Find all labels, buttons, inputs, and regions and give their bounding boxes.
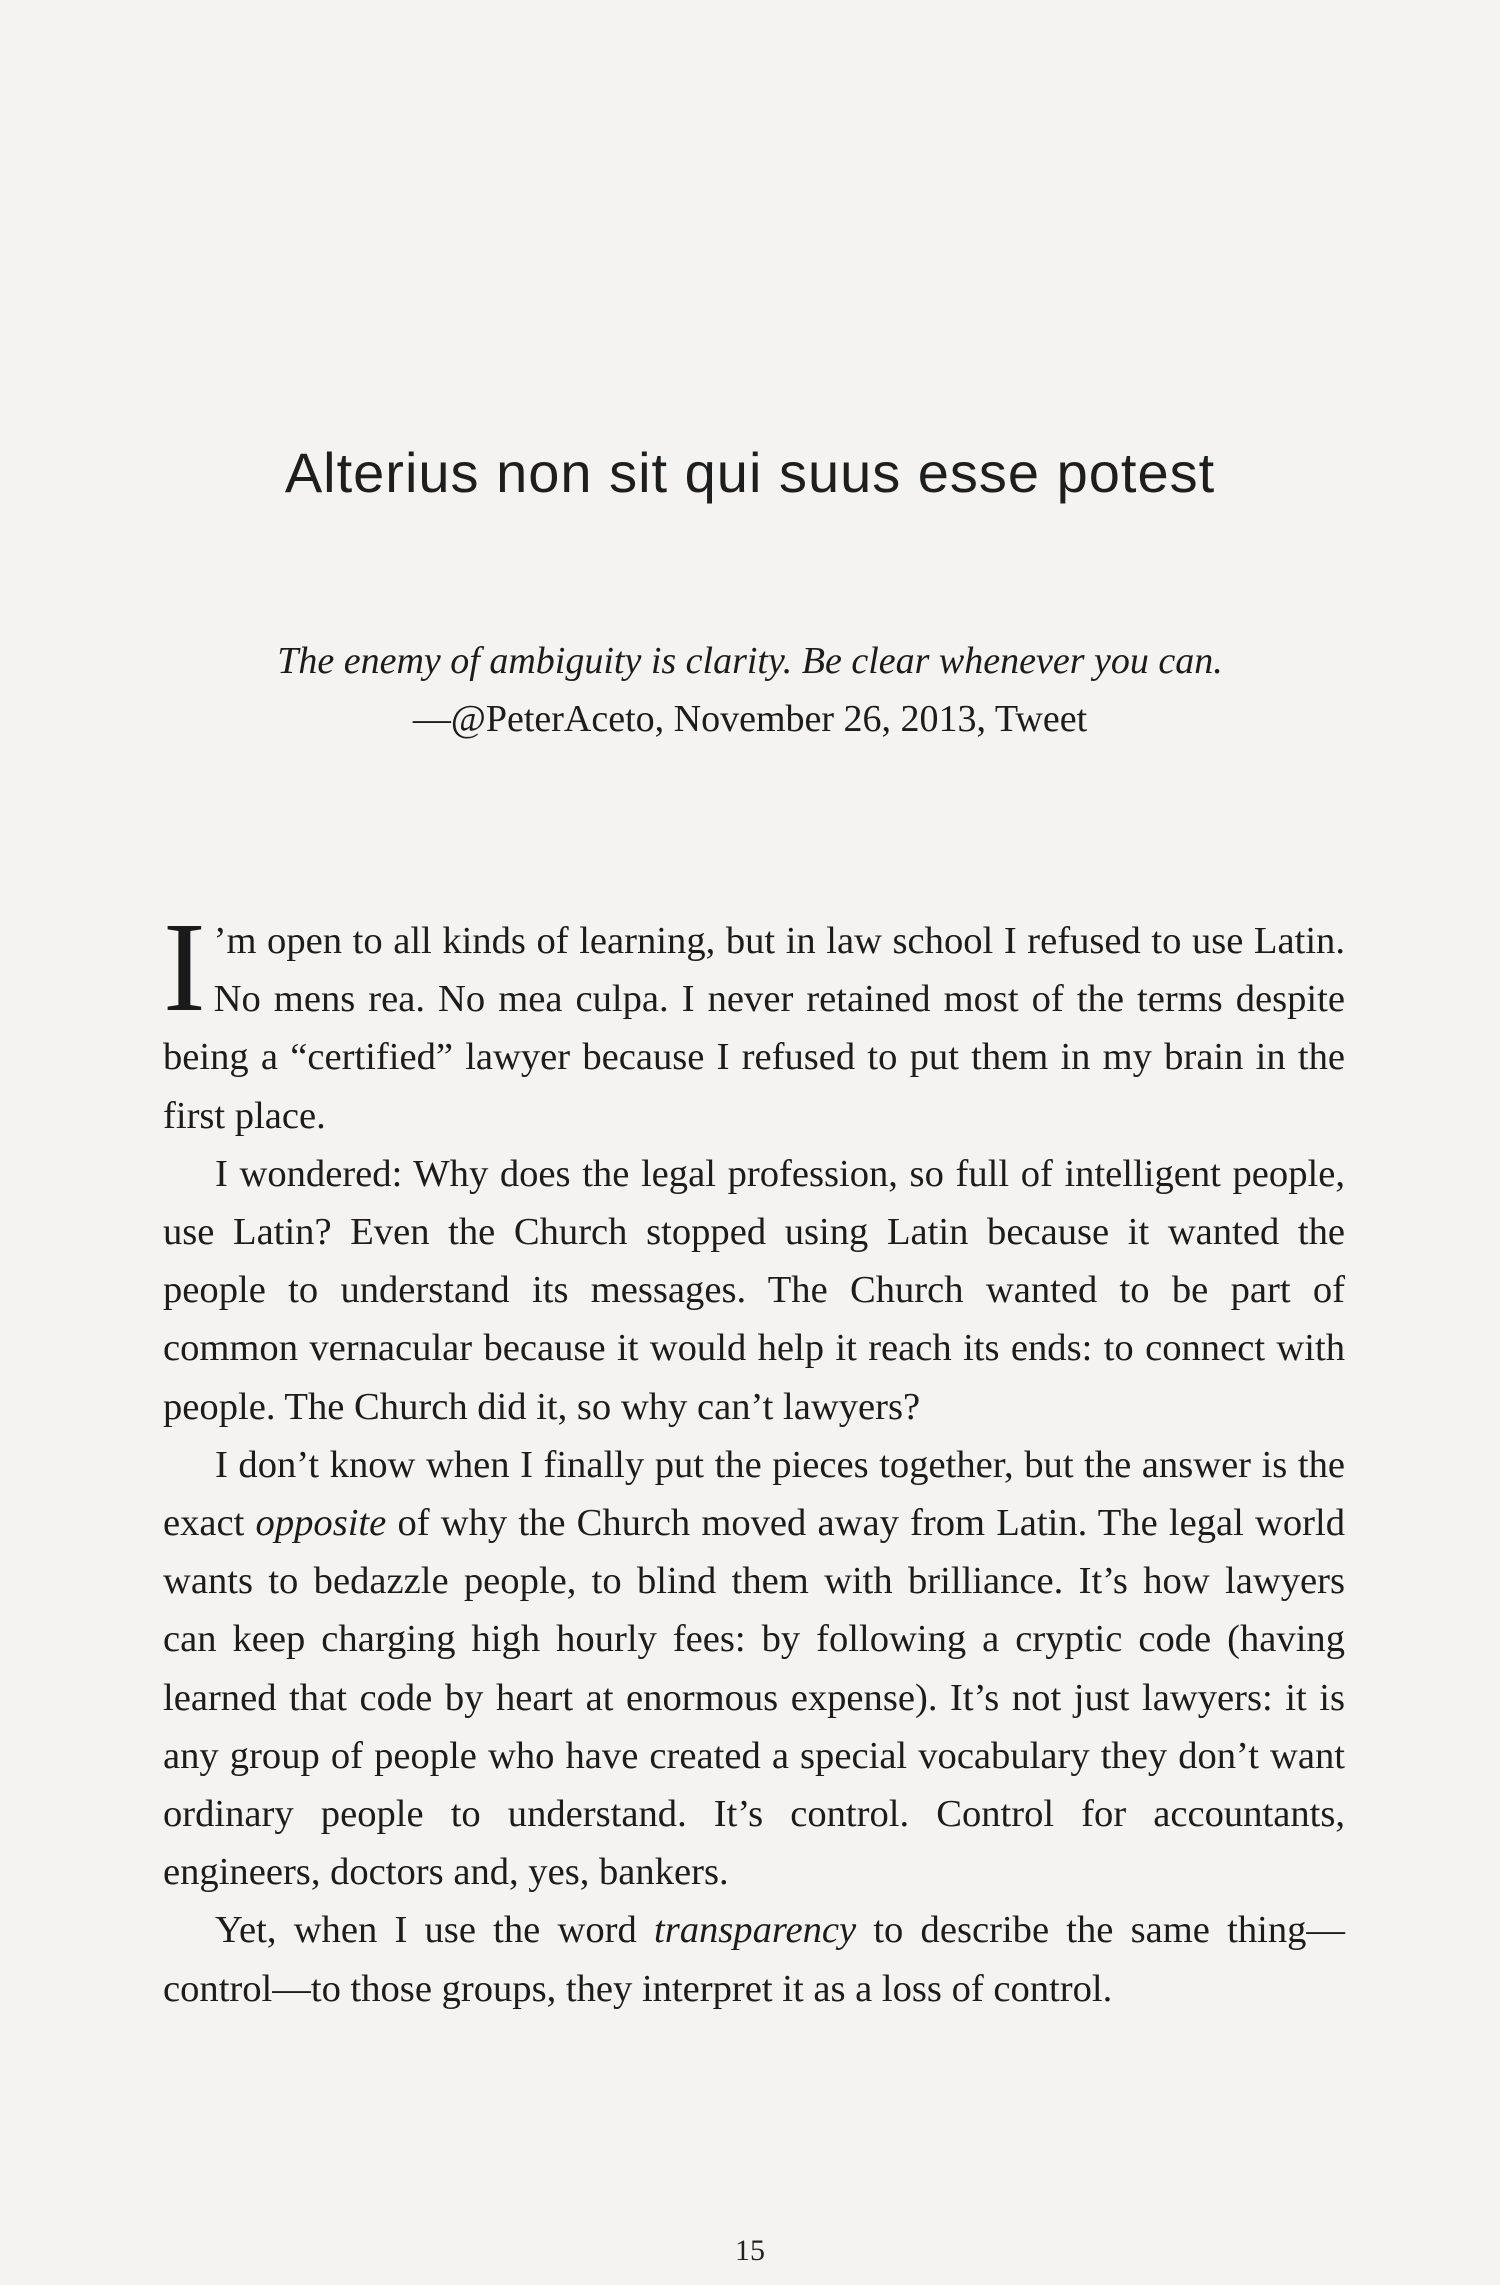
paragraph-4-emphasis: transparency bbox=[653, 1909, 857, 1952]
paragraph-1-text: ’m open to all kinds of learning, but in law school I refused to use Latin. No mens rea. No mea culpa. I never retained most of the terms despite being a “certified” lawyer because I refused to put them in my brain in the first place. bbox=[163, 920, 1345, 1137]
paragraph-3-text-b: of why the Church moved away from Latin. The legal world wants to bedazzle people, to blind them with brilliance. It’s how lawyers can keep charging high hourly fees: by following a cryptic code (having learned that code by heart at enormous expense). It’s not just lawyers: it is any group of people who have created a special vocabulary they don’t want ordinary people to understand. It’s control. Control for accountants, engineers, doctors and, yes, bankers. bbox=[163, 1502, 1345, 1894]
paragraph-3-text-a: I don’t know when I finally put the pieces together, but the answer is the exact bbox=[163, 1443, 1345, 1545]
paragraph-4-text-a: Yet, when I use the word bbox=[215, 1909, 654, 1952]
paragraph-4 bbox=[163, 1901, 1345, 2017]
page-number: 15 bbox=[735, 2234, 765, 2267]
paragraph-2: I wondered: Why does the legal profession, so full of intelligent people, use Latin? Even the Church stopped using Latin because it wanted the people to understand its messages. The Church wanted to be part of common vernacular because it would help it reach its ends: to connect with people. The Church did it, so why can’t lawyers? bbox=[163, 1152, 1345, 1428]
epigraph-quote: The enemy of ambiguity is clarity. Be clear whenever you can. bbox=[277, 640, 1223, 682]
paragraph-3-emphasis: opposite bbox=[255, 1502, 387, 1545]
paragraph-3 bbox=[163, 1436, 1345, 1902]
chapter-title: Alterius non sit qui suus esse potest bbox=[284, 441, 1216, 504]
drop-cap: I bbox=[163, 896, 206, 1038]
epigraph bbox=[0, 632, 1500, 748]
epigraph-attribution: —@PeterAceto, November 26, 2013, Tweet bbox=[412, 698, 1088, 740]
paragraph-1 bbox=[163, 896, 1345, 1145]
paragraph-4-text-b: to describe the same thing—control—to those groups, they interpret it as a loss of control. bbox=[163, 1909, 1345, 2010]
body-text bbox=[163, 896, 1345, 2018]
